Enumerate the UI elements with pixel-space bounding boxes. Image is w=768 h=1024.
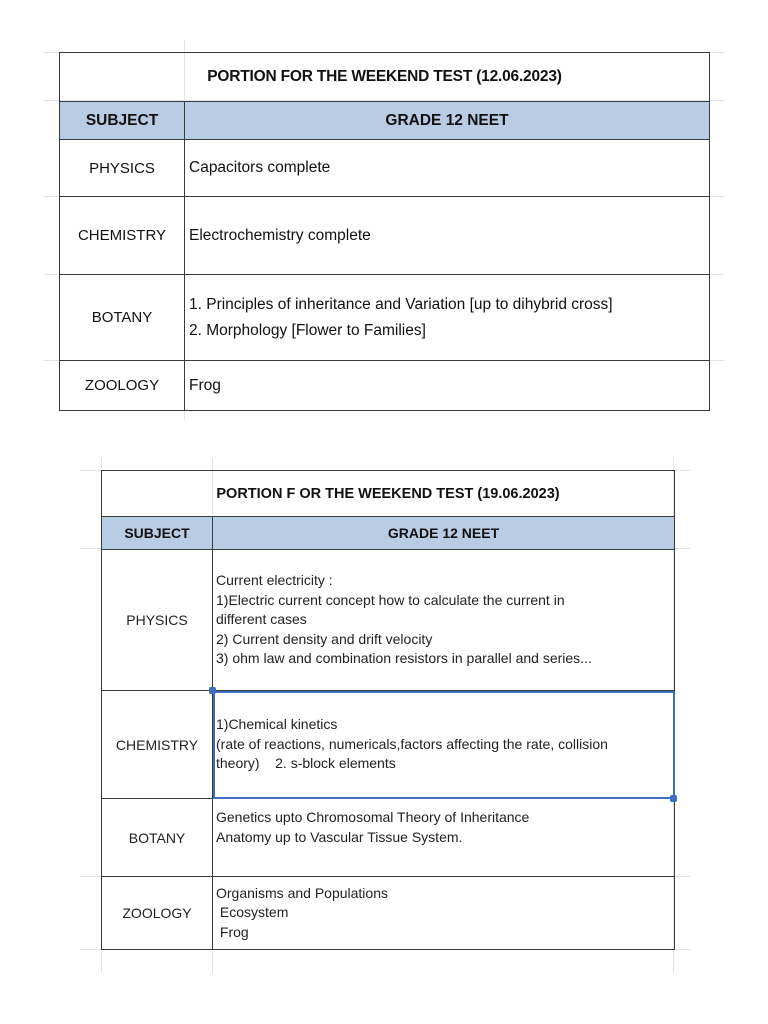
portion-line: Frog bbox=[216, 923, 249, 940]
portion-line: Genetics upto Chromosomal Theory of Inheritance bbox=[216, 809, 530, 825]
header-subject[interactable]: SUBJECT bbox=[60, 102, 185, 140]
header-grade[interactable]: GRADE 12 NEET bbox=[185, 102, 710, 140]
portion-line: Electrochemistry complete bbox=[189, 226, 371, 244]
subject-botany[interactable]: BOTANY bbox=[60, 275, 185, 361]
portion-line: Ecosystem bbox=[216, 904, 289, 921]
portion-line: 1. Principles of inheritance and Variation [up to dihybrid cross] bbox=[189, 295, 613, 313]
portion-line: 2) Current density and drift velocity bbox=[216, 630, 433, 647]
portion-line: 1)Chemical kinetics bbox=[216, 716, 338, 733]
portion-line: Anatomy up to Vascular Tissue System. bbox=[216, 828, 463, 845]
selection-handle-top-left[interactable] bbox=[209, 687, 216, 694]
portion-line: Organisms and Populations bbox=[216, 884, 388, 901]
header-subject[interactable]: SUBJECT bbox=[102, 517, 213, 550]
portion-line: Frog bbox=[189, 376, 221, 394]
portion-line: Current electricity : bbox=[216, 572, 333, 589]
portion-line: (rate of reactions, numericals,factors affecting the rate, collision bbox=[216, 735, 608, 752]
table-title[interactable]: PORTION FOR THE WEEKEND TEST (12.06.2023) bbox=[60, 53, 710, 102]
portion-zoology[interactable] bbox=[185, 361, 710, 411]
portion-botany[interactable] bbox=[185, 275, 710, 361]
subject-physics[interactable]: PHYSICS bbox=[102, 550, 213, 691]
table-title[interactable]: PORTION F OR THE WEEKEND TEST (19.06.2023) bbox=[102, 471, 675, 517]
selection-handle-bottom-right[interactable] bbox=[670, 795, 677, 802]
portion-chemistry[interactable] bbox=[185, 197, 710, 275]
subject-zoology[interactable]: ZOOLOGY bbox=[102, 877, 213, 950]
portion-physics[interactable] bbox=[185, 140, 710, 197]
subject-chemistry[interactable]: CHEMISTRY bbox=[102, 691, 213, 799]
subject-chemistry[interactable]: CHEMISTRY bbox=[60, 197, 185, 275]
portion-zoology[interactable] bbox=[213, 877, 675, 950]
portion-line: 3) ohm law and combination resistors in parallel and series... bbox=[216, 650, 592, 667]
portion-line: different cases bbox=[216, 611, 307, 628]
header-grade[interactable]: GRADE 12 NEET bbox=[213, 517, 675, 550]
subject-physics[interactable]: PHYSICS bbox=[60, 140, 185, 197]
portion-line: 1)Electric current concept how to calculate the current in bbox=[216, 591, 565, 608]
portion-chemistry-selected-cell[interactable] bbox=[213, 691, 675, 799]
portion-physics[interactable] bbox=[213, 550, 675, 691]
subject-botany[interactable]: BOTANY bbox=[102, 799, 213, 877]
portion-botany[interactable] bbox=[213, 799, 675, 877]
subject-zoology[interactable]: ZOOLOGY bbox=[60, 361, 185, 411]
portion-line: 2. Morphology [Flower to Families] bbox=[189, 321, 426, 339]
portion-table-12-06-2023 bbox=[59, 52, 710, 411]
portion-line: theory) 2. s-block elements bbox=[216, 755, 396, 772]
portion-line: Capacitors complete bbox=[189, 159, 331, 176]
portion-table-19-06-2023 bbox=[101, 470, 675, 950]
